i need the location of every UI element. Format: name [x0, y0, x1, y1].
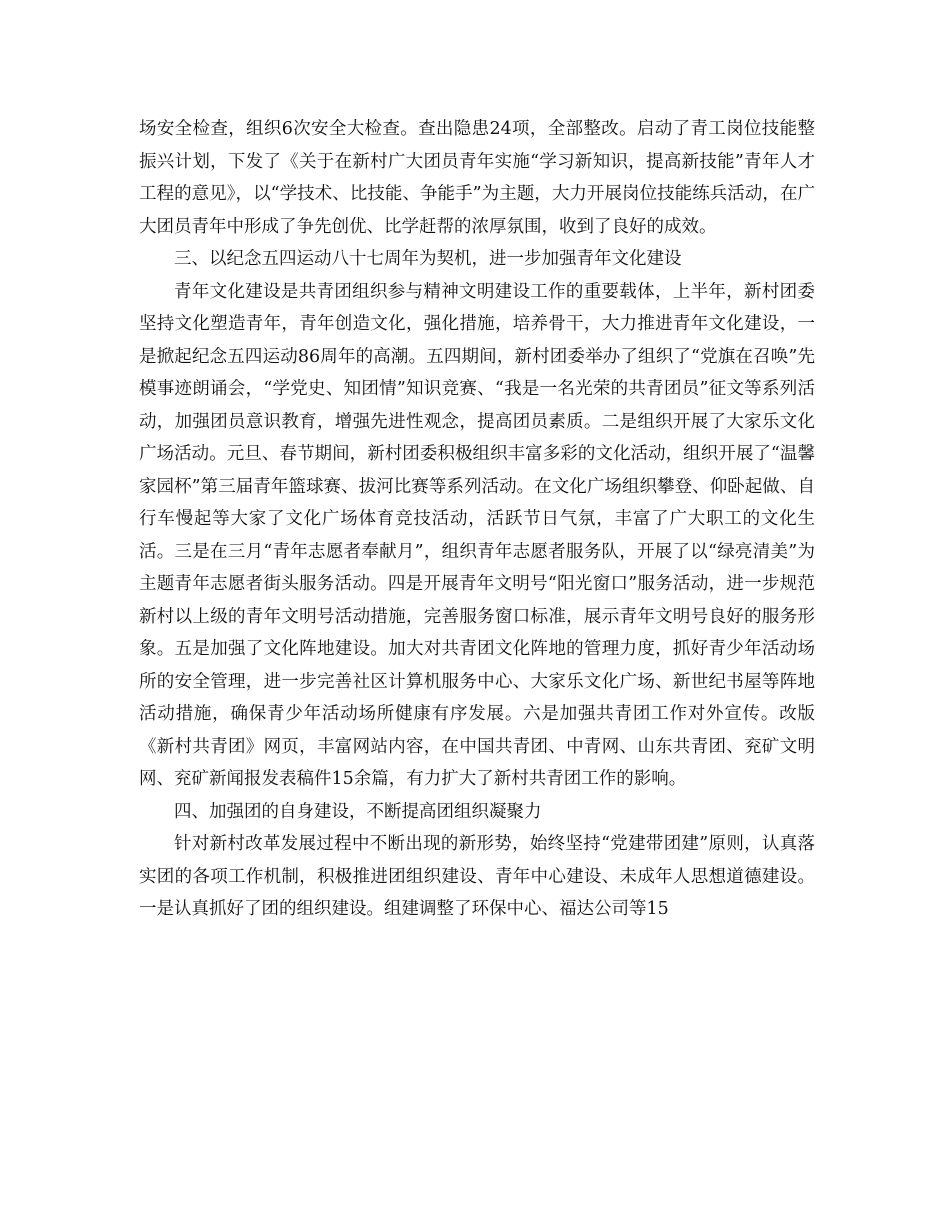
paragraph-continuation: 场安全检查，组织6次安全大检查。查出隐患24项，全部整改。启动了青工岗位技能整振兴计划，下发了《关于在新村广大团员青年实施“学习新知识，提高新技能”青年人才工程的意见》，以“学技术、比技能、争能手”为主题，大力开展岗位技能练兵活动，在广大团员青年中形成了争先创优、比学赶帮的浓厚氛围，收到了良好的成效。	[139, 119, 815, 237]
paragraph-self-construction: 针对新村改革发展过程中不断出现的新形势，始终坚持“党建带团建”原则，认真落实团的各项工作机制，积极推进团组织建设、青年中心建设、未成年人思想道德建设。一是认真抓好了团的组织建设。组建调整了环保中心、福达公司等15	[139, 834, 815, 919]
section-heading-three: 三、以纪念五四运动八十七周年为契机，进一步加强青年文化建设	[174, 249, 682, 269]
paragraph-youth-culture: 青年文化建设是共青团组织参与精神文明建设工作的重要载体，上半年，新村团委坚持文化塑造青年，青年创造文化，强化措施，培养骨干，大力推进青年文化建设，一是掀起纪念五四运动86周年的高潮。五四期间，新村团委举办了组织了“党旗在召唤”先模事迹朗诵会，“学党史、知团情”知识竞赛、“我是一名光荣的共青团员”征文等系列活动，加强团员意识教育，增强先进性观念，提高团员素质。二是组织开展了大家乐文化广场活动。元旦、春节期间，新村团委积极组织丰富多彩的文化活动，组织开展了“温馨家园杯”第三届青年篮球赛、拔河比赛等系列活动。在文化广场组织攀登、仰卧起做、自行车慢起等大家了文化广场体育竞技活动，活跃节日气氛，丰富了广大职工的文化生活。三是在三月“青年志愿者奉献月”，组织青年志愿者服务队，开展了以“绿亮清美”为主题青年志愿者街头服务活动。四是开展青年文明号“阳光窗口”服务活动，进一步规范新村以上级的青年文明号活动措施，完善服务窗口标准，展示青年文明号良好的服务形象。五是加强了文化阵地建设。加大对共青团文化阵地的管理力度，抓好青少年活动场所的安全管理，进一步完善社区计算机服务中心、大家乐文化广场、新世纪书屋等阵地活动措施，确保青少年活动场所健康有序发展。六是加强共青团工作对外宣传。改版《新村共青团》网页，丰富网站内容，在中国共青团、中青网、山东共青团、兖矿文明网、兖矿新闻报发表稿件15余篇，有力扩大了新村共青团工作的影响。	[139, 281, 815, 789]
document-body	[139, 113, 815, 926]
section-heading-four: 四、加强团的自身建设，不断提高团组织凝聚力	[174, 801, 542, 822]
